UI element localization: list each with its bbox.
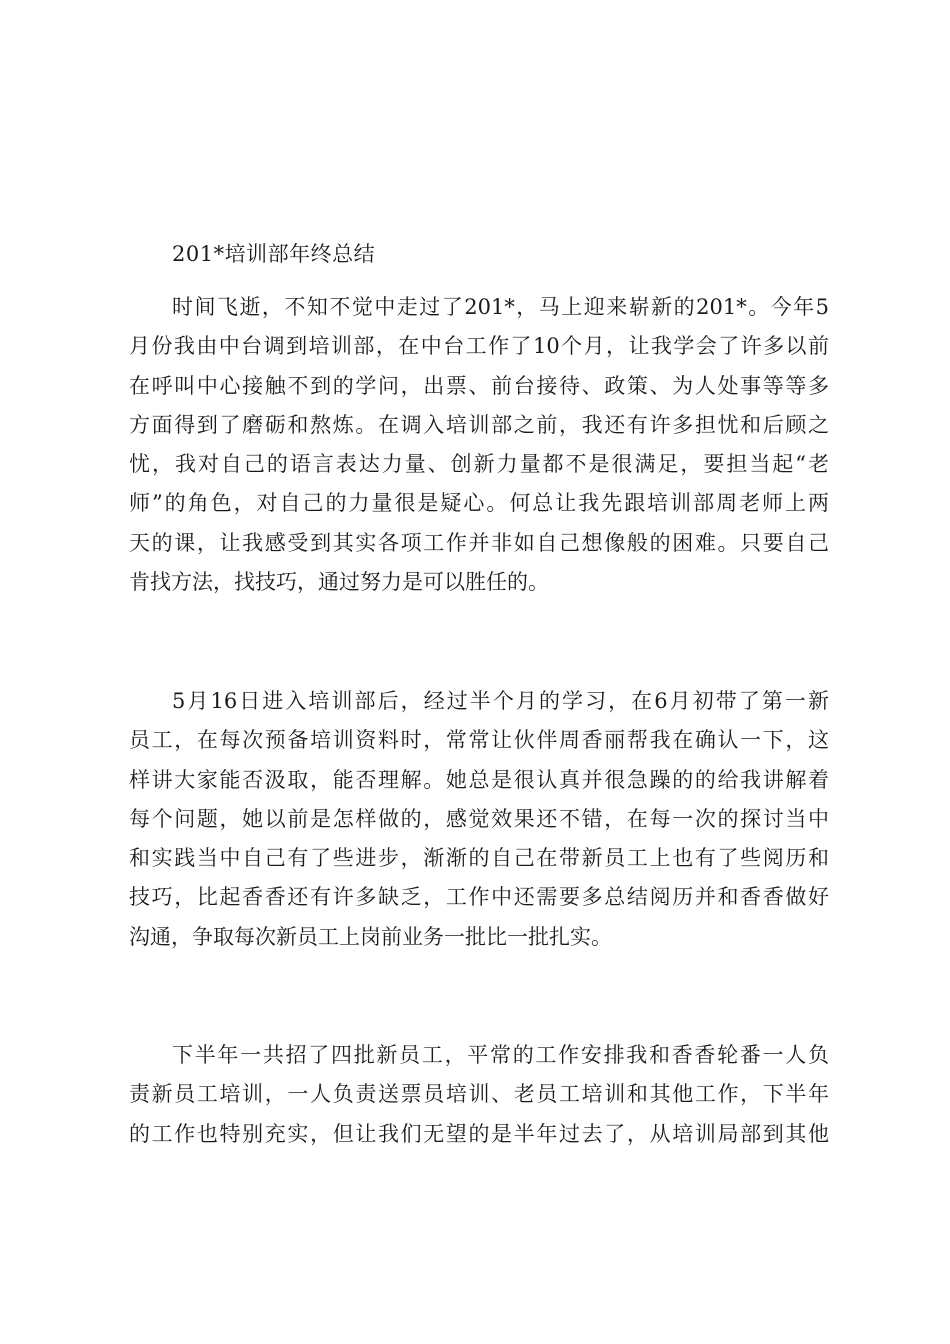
text-line: 肯找方法，找技巧，通过努力是可以胜任的。	[129, 570, 549, 595]
paragraph-3	[129, 1036, 829, 1154]
text-line: 员工，在每次预备培训资料时，常常让伙伴周香丽帮我在确认一下，这	[129, 728, 829, 753]
text-line: 月份我由中台调到培训部，在中台工作了10个月，让我学会了许多以前	[129, 334, 829, 359]
text-line: 5月16日进入培训部后，经过半个月的学习，在6月初带了第一新	[172, 689, 829, 713]
text-line: 责新员工培训，一人负责送票员培训、老员工培训和其他工作，下半年	[129, 1082, 829, 1107]
text-line: 时间飞逝，不知不觉中走过了201*，马上迎来崭新的201*。今年5	[172, 295, 829, 319]
text-line: 在呼叫中心接触不到的学问，出票、前台接待、政策、为人处事等等多	[129, 373, 829, 398]
text-line: 方面得到了磨砺和熬炼。在调入培训部之前，我还有许多担忧和后顾之	[129, 412, 829, 437]
text-line: 每个问题，她以前是怎样做的，感觉效果还不错，在每一次的探讨当中	[129, 806, 829, 831]
document-title: 201*培训部年终总结	[172, 242, 376, 266]
text-line: 技巧，比起香香还有许多缺乏，工作中还需要多总结阅历并和香香做好	[129, 885, 829, 910]
text-line: 的工作也特别充实，但让我们无望的是半年过去了，从培训局部到其他	[129, 1121, 829, 1146]
text-line: 下半年一共招了四批新员工，平常的工作安排我和香香轮番一人负	[172, 1043, 829, 1067]
text-line: 师”的角色，对自己的力量很是疑心。何总让我先跟培训部周老师上两	[129, 491, 829, 516]
text-line: 沟通，争取每次新员工上岗前业务一批比一批扎实。	[129, 924, 612, 949]
text-line: 忧，我对自己的语言表达力量、创新力量都不是很满足，要担当起“老	[129, 452, 829, 477]
text-line: 天的课，让我感受到其实各项工作并非如自己想像般的困难。只要自己	[129, 530, 829, 555]
paragraph-1	[129, 288, 829, 602]
paragraph-2	[129, 682, 829, 957]
text-line: 样讲大家能否汲取，能否理解。她总是很认真并很急躁的的给我讲解着	[129, 767, 829, 792]
text-line: 和实践当中自己有了些进步，渐渐的自己在带新员工上也有了些阅历和	[129, 846, 829, 871]
